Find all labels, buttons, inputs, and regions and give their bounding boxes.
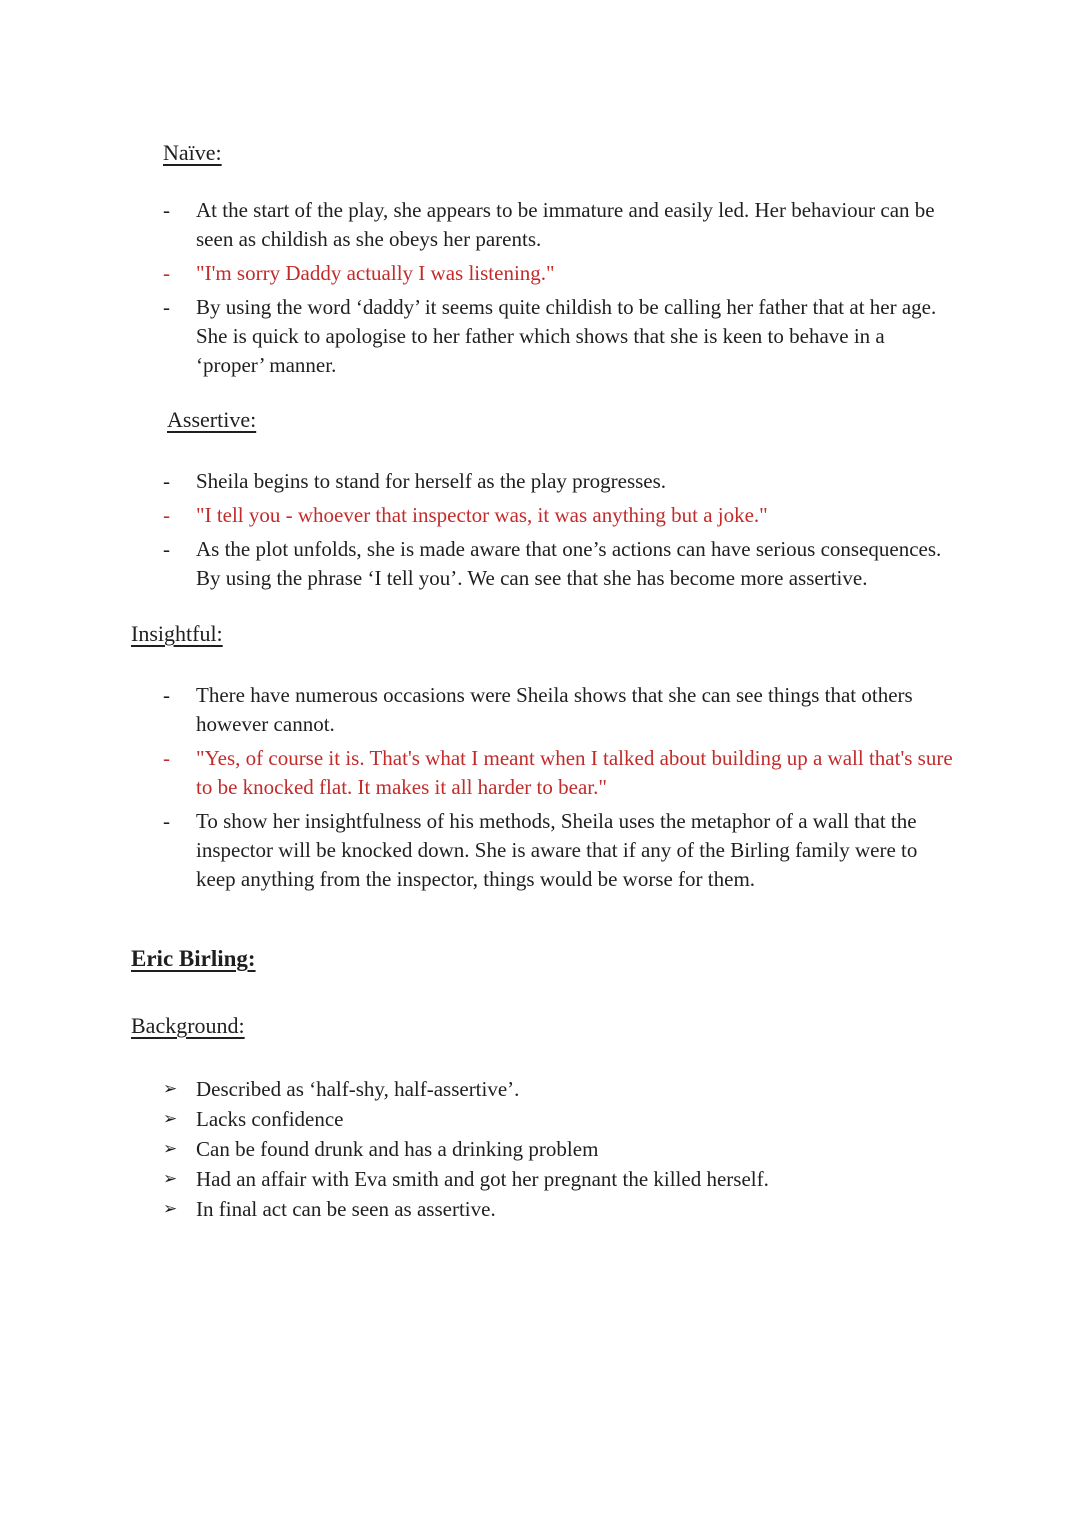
dash-bullet-icon: - <box>163 537 170 561</box>
section-heading-eric-birling: Eric Birling: <box>131 946 256 971</box>
quote-text: "I'm sorry Daddy actually I was listening." <box>196 261 555 285</box>
dash-bullet-icon: - <box>163 295 170 319</box>
arrow-bullet-icon: ➢ <box>163 1199 178 1218</box>
assertive-bullet-list <box>131 467 960 593</box>
list-item-text: As the plot unfolds, she is made aware that one’s actions can have serious consequences. By using the phrase ‘I tell you’. We can see that she has become more assertive. <box>196 537 942 590</box>
background-arrow-list <box>131 1074 960 1224</box>
heading-row <box>131 620 960 649</box>
list-item-text: By using the word ‘daddy’ it seems quite childish to be calling her father that at her age. She is quick to apologise to her father which shows that she is keen to behave in a ‘proper’ manner. <box>196 295 937 377</box>
list-item-text: Described as ‘half-shy, half-assertive’. <box>196 1077 520 1101</box>
list-item-text: Lacks confidence <box>196 1107 344 1131</box>
dash-bullet-icon: - <box>163 198 170 222</box>
list-item <box>163 807 960 894</box>
arrow-bullet-icon: ➢ <box>163 1169 178 1188</box>
section-assertive <box>131 406 960 593</box>
section-eric-birling <box>131 945 960 974</box>
list-item-quote <box>163 259 960 288</box>
heading-row <box>167 406 960 435</box>
list-item-quote <box>163 744 960 802</box>
dash-bullet-icon: - <box>163 503 170 527</box>
list-item-text: Had an affair with Eva smith and got her pregnant the killed herself. <box>196 1167 769 1191</box>
list-item <box>163 196 960 254</box>
list-item-text: Sheila begins to stand for herself as the play progresses. <box>196 469 667 493</box>
dash-bullet-icon: - <box>163 746 170 770</box>
insightful-bullet-list <box>131 681 960 894</box>
arrow-bullet-icon: ➢ <box>163 1109 178 1128</box>
list-item-text: In final act can be seen as assertive. <box>196 1197 496 1221</box>
heading-row <box>131 945 960 974</box>
dash-bullet-icon: - <box>163 469 170 493</box>
dash-bullet-icon: - <box>163 683 170 707</box>
heading-row <box>131 1012 960 1041</box>
list-item <box>163 293 960 380</box>
section-heading-naive: Naïve: <box>163 140 222 165</box>
list-item <box>163 681 960 739</box>
list-item <box>163 535 960 593</box>
dash-bullet-icon: - <box>163 809 170 833</box>
section-heading-assertive: Assertive: <box>167 407 257 432</box>
section-insightful <box>131 620 960 894</box>
heading-row <box>163 139 960 168</box>
list-item-text: At the start of the play, she appears to be immature and easily led. Her behaviour can be seen as childish as she obeys her parents. <box>196 198 935 251</box>
list-item-text: Can be found drunk and has a drinking problem <box>196 1137 599 1161</box>
list-item <box>163 1134 960 1164</box>
quote-text: "I tell you - whoever that inspector was, it was anything but a joke." <box>196 503 768 527</box>
list-item-text: To show her insightfulness of his methods, Sheila uses the metaphor of a wall that the inspector will be knocked down. She is aware that if any of the Birling family were to keep anything from the inspector, things would be worse for them. <box>196 809 918 891</box>
arrow-bullet-icon: ➢ <box>163 1079 178 1098</box>
section-background <box>131 1012 960 1224</box>
list-item <box>163 467 960 496</box>
section-heading-background: Background: <box>131 1013 245 1038</box>
dash-bullet-icon: - <box>163 261 170 285</box>
list-item <box>163 1164 960 1194</box>
arrow-bullet-icon: ➢ <box>163 1139 178 1158</box>
list-item-text: There have numerous occasions were Sheila shows that she can see things that others however cannot. <box>196 683 913 736</box>
section-naive <box>131 139 960 380</box>
list-item <box>163 1104 960 1134</box>
naive-bullet-list <box>131 196 960 380</box>
quote-text: "Yes, of course it is. That's what I meant when I talked about building up a wall that's sure to be knocked flat. It makes it all harder to bear." <box>196 746 953 799</box>
section-heading-insightful: Insightful: <box>131 621 223 646</box>
list-item-quote <box>163 501 960 530</box>
list-item <box>163 1074 960 1104</box>
list-item <box>163 1194 960 1224</box>
